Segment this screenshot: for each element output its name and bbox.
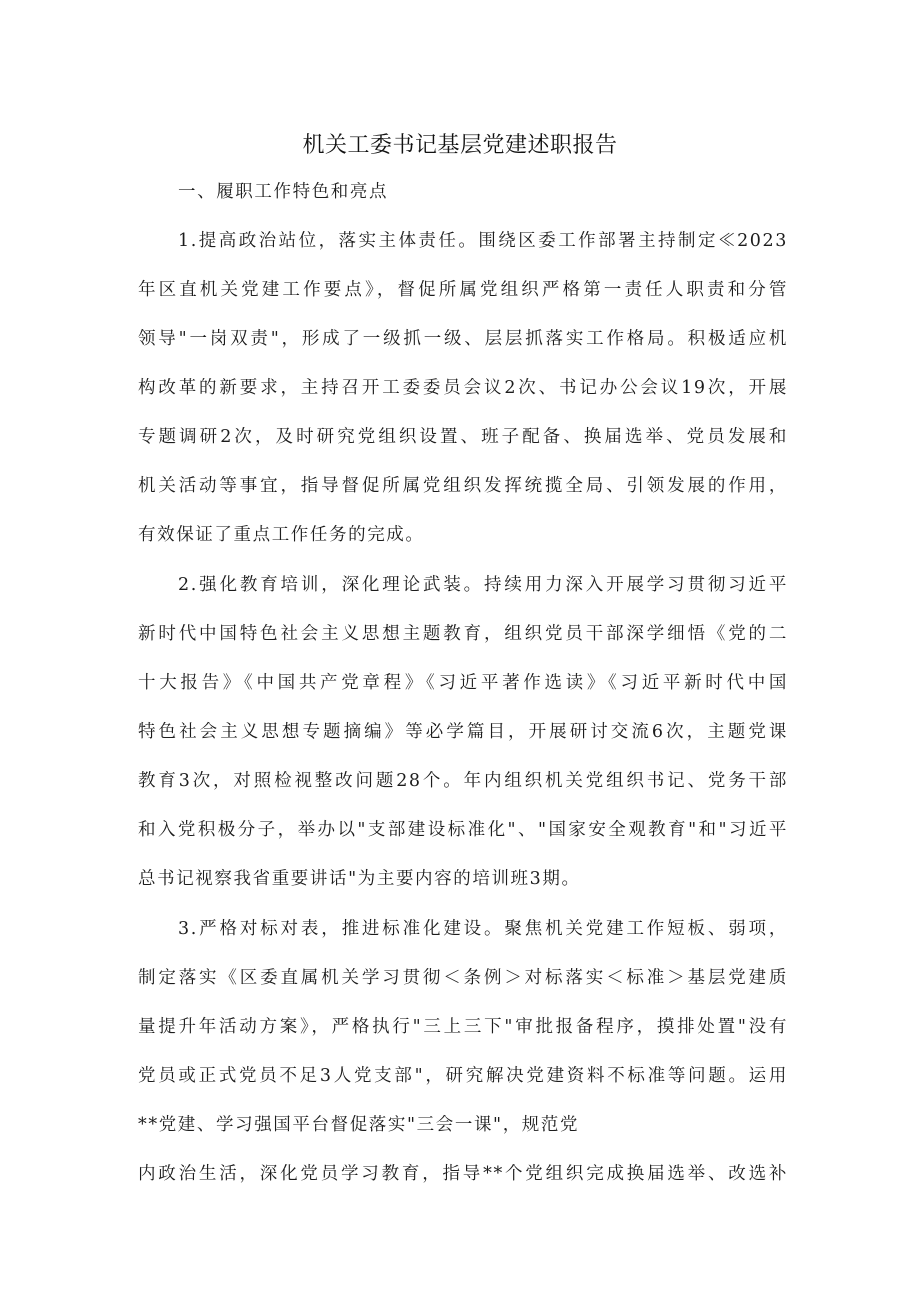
paragraph-line: 年区直机关党建工作要点》，督促所属党组织严格第一责任人职责和分管 <box>138 280 788 300</box>
document-title: 机关工委书记基层党建述职报告 <box>302 133 618 158</box>
paragraph-line: 1.提高政治站位，落实主体责任。围绕区委工作部署主持制定≪2023 <box>178 231 788 251</box>
paragraph-line: 2.强化教育培训，深化理论武装。持续用力深入开展学习贯彻习近平 <box>178 575 788 595</box>
paragraph-line: 有效保证了重点工作任务的完成。 <box>138 525 425 545</box>
paragraph-line: 领导"一岗双责"，形成了一级抓一级、层层抓落实工作格局。积极适应机 <box>138 329 788 349</box>
paragraph-line: 量提升年活动方案》，严格执行"三上三下"审批报备程序，摸排处置"没有 <box>138 1017 788 1037</box>
paragraph-line: 总书记视察我省重要讲话"为主要内容的培训班3期。 <box>138 869 581 889</box>
paragraph-line: 制定落实《区委直属机关学习贯彻＜条例＞对标落实＜标准＞基层党建质 <box>138 968 788 988</box>
paragraph-line: 教育3次，对照检视整改问题28个。年内组织机关党组织书记、党务干部 <box>138 771 788 791</box>
paragraph-line: **党建、学习强国平台督促落实"三会一课"，规范党 <box>138 1115 580 1135</box>
paragraph-line: 党员或正式党员不足3人党支部"，研究解决党建资料不标准等问题。运用 <box>138 1066 788 1086</box>
section-heading: 一、履职工作特色和亮点 <box>178 182 389 202</box>
paragraph-line: 专题调研2次，及时研究党组织设置、班子配备、换届选举、党员发展和 <box>138 427 788 447</box>
paragraph-line: 和入党积极分子，举办以"支部建设标准化"、"国家安全观教育"和"习近平 <box>138 820 788 840</box>
paragraph-line: 特色社会主义思想专题摘编》等必学篇目，开展研讨交流6次，主题党课 <box>138 722 788 742</box>
paragraph-line: 内政治生活，深化党员学习教育，指导**个党组织完成换届选举、改选补 <box>138 1164 788 1184</box>
paragraph-line: 机关活动等事宜，指导督促所属党组织发挥统揽全局、引领发展的作用， <box>138 476 788 496</box>
paragraph-line: 3.严格对标对表，推进标准化建设。聚焦机关党建工作短板、弱项， <box>178 919 788 939</box>
paragraph-line: 十大报告》《中国共产党章程》《习近平著作选读》《习近平新时代中国 <box>138 673 788 693</box>
paragraph-line: 新时代中国特色社会主义思想主题教育，组织党员干部深学细悟《党的二 <box>138 624 788 644</box>
paragraph-line: 构改革的新要求，主持召开工委委员会议2次、书记办公会议19次，开展 <box>138 378 788 398</box>
